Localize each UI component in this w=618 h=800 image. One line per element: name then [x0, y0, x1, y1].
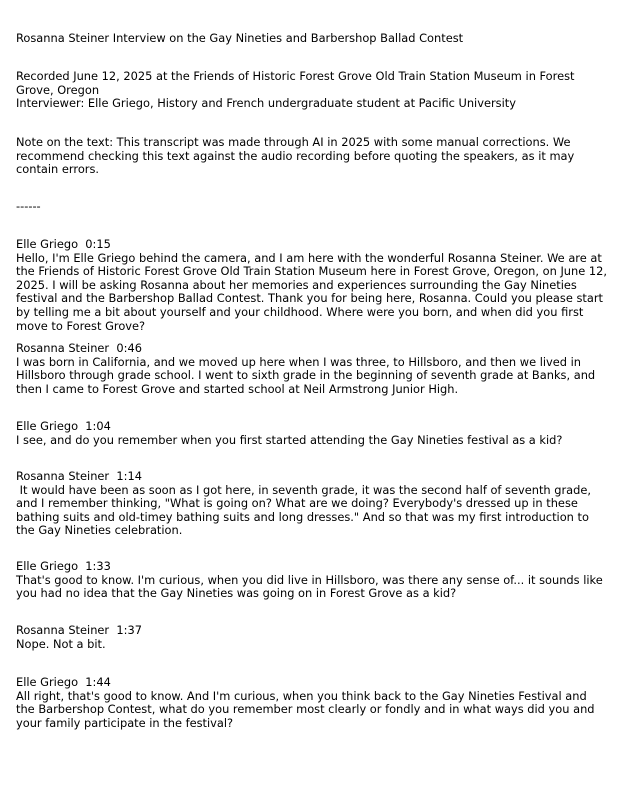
speaker-header [16, 560, 608, 574]
timestamp: 0:15 [85, 237, 111, 251]
note-text: Note on the text: This transcript was made through AI in 2025 with some manual corrections. We recommend checking this text against the audio recording before quoting the speakers, as it may contain errors. [16, 135, 575, 177]
speaker-name: Rosanna Steiner [16, 469, 110, 483]
speaker-header [16, 676, 608, 690]
speaker-header [16, 420, 608, 434]
timestamp: 1:04 [85, 419, 111, 433]
recorded-line: Recorded June 12, 2025 at the Friends of Historic Forest Grove Old Train Station Museum in Forest Grove, Oregon [16, 69, 575, 97]
utterance-text: It would have been as soon as I got here, in seventh grade, it was the second half of seventh grade, and I remember thinking, "What is going on? What are we doing? Everybody's dressed up in these bathing suits and old-timey bathing suits and long dresses." And so that was my first introduction to the Gay Nineties celebration. [16, 482, 595, 538]
title-text: Rosanna Steiner Interview on the Gay Nineties and Barbershop Ballad Contest [16, 31, 464, 45]
speaker-header [16, 624, 608, 638]
interviewer-line: Interviewer: Elle Griego, History and French undergraduate student at Pacific University [16, 96, 516, 111]
timestamp: 1:37 [116, 623, 142, 637]
transcript-entry [16, 342, 608, 396]
transcript-entry [16, 624, 608, 651]
speaker-name: Elle Griego [16, 559, 79, 573]
speaker-name: Elle Griego [16, 237, 79, 251]
utterance-text: All right, that's good to know. And I'm curious, when you think back to the Gay Nineties Festival and the Barbershop Contest, what do you remember most clearly or fondly and in what ways did you and your family participate in the festival? [16, 688, 595, 730]
transcript-entry [16, 238, 608, 333]
speaker-name: Rosanna Steiner [16, 341, 110, 355]
utterance-text: I was born in California, and we moved up here when I was three, to Hillsboro, and then we lived in Hillsboro through grade school. I went to sixth grade in the beginning of seventh grade at Banks, and then I came to Forest Grove and started school at Neil Armstrong Junior High. [16, 354, 596, 396]
speaker-header [16, 238, 608, 252]
utterance-text: Nope. Not a bit. [16, 636, 106, 651]
timestamp: 0:46 [116, 341, 142, 355]
speaker-name: Elle Griego [16, 675, 79, 689]
timestamp: 1:14 [116, 469, 142, 483]
utterance-text: Hello, I'm Elle Griego behind the camera, and I am here with the wonderful Rosanna Steiner. We are at the Friends of Historic Forest Grove Old Train Station Museum here in Forest Grove, Oregon, on June 12, 2025. I will be asking Rosanna about her memories and experiences surrounding the Gay Nineties festival and the Barbershop Ballad Contest. Thank you for being here, Rosanna. Could you please start by telling me a bit about yourself and your childhood. Where were you born, and when did you first move to Forest Grove? [16, 250, 607, 333]
transcript-entry [16, 470, 608, 538]
utterance-text: That's good to know. I'm curious, when you did live in Hillsboro, was there any sense of... it sounds like you had no idea that the Gay Nineties was going on in Forest Grove as a kid? [16, 572, 603, 601]
transcript-note [16, 136, 608, 177]
separator [16, 200, 608, 214]
speaker-header [16, 470, 608, 484]
timestamp: 1:33 [85, 559, 111, 573]
speaker-header [16, 342, 608, 356]
timestamp: 1:44 [85, 675, 111, 689]
speaker-name: Rosanna Steiner [16, 623, 110, 637]
separator-text: ------ [16, 199, 41, 213]
transcript-entry [16, 676, 608, 730]
recording-info [16, 70, 608, 111]
speaker-name: Elle Griego [16, 419, 79, 433]
utterance-text: I see, and do you remember when you first started attending the Gay Nineties festival as a kid? [16, 432, 563, 447]
transcript-entry [16, 420, 608, 447]
transcript-entry [16, 560, 608, 601]
document-title [16, 32, 608, 46]
